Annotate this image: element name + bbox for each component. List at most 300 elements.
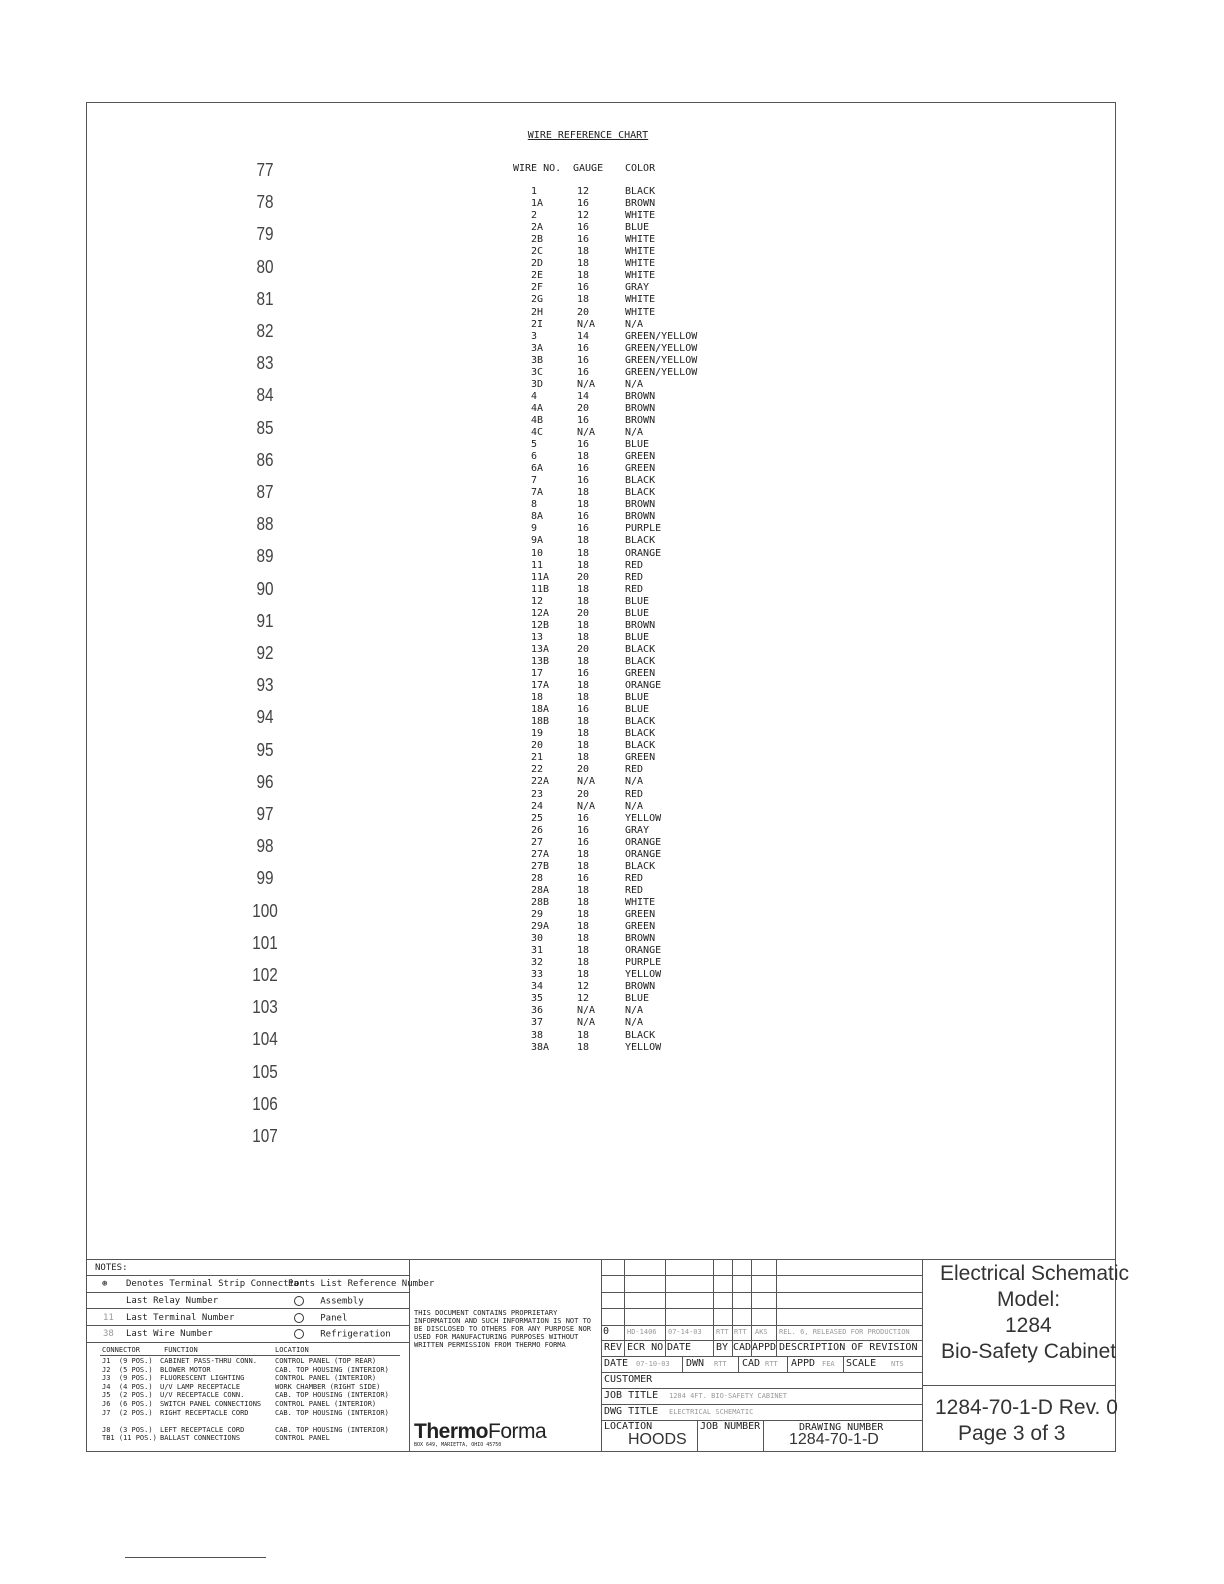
line-number: 88 xyxy=(256,514,274,535)
wire-no-cell: 2 xyxy=(531,210,538,222)
divider-right xyxy=(922,1259,923,1452)
wire-no-cell: 9 xyxy=(531,523,538,535)
wire-no-cell: 21 xyxy=(531,752,544,764)
date-header: DATE xyxy=(667,1342,692,1353)
gauge-cell: 12 xyxy=(577,186,590,197)
color-cell: ORANGE xyxy=(625,680,662,692)
wire-no-cell: 11 xyxy=(531,559,544,571)
ecr-value: HD-1406 xyxy=(627,1328,657,1336)
line-number: 90 xyxy=(256,578,274,599)
gauge-cell: 16 xyxy=(577,872,590,884)
gauge-cell: 18 xyxy=(577,860,590,872)
color-cell: WHITE xyxy=(625,258,656,270)
wire-no-cell: 13A xyxy=(531,643,550,655)
wire-no-cell: 29 xyxy=(531,909,544,920)
wire-no-cell: 34 xyxy=(531,981,544,993)
grid-line xyxy=(738,1356,739,1372)
color-cell: BLUE xyxy=(625,993,650,1005)
gauge-cell: 18 xyxy=(577,294,590,306)
gauge-cell: 20 xyxy=(577,788,590,800)
color-cell: BLACK xyxy=(625,716,656,728)
wire-no-cell: 26 xyxy=(531,824,544,836)
color-cell: BROWN xyxy=(625,499,656,511)
job-title-value: 1284 4FT. BIO-SAFETY CABINET xyxy=(669,1392,788,1400)
line-number: 92 xyxy=(256,643,274,663)
wire-no-cell: 7A xyxy=(531,487,544,499)
gauge-cell: 18 xyxy=(577,1041,590,1053)
gauge-cell: 18 xyxy=(577,848,590,860)
color-cell: BROWN xyxy=(625,933,656,945)
gauge-cell: N/A xyxy=(577,318,596,330)
color-cell: WHITE xyxy=(625,294,656,306)
grid-line xyxy=(787,1356,788,1372)
appd-label: APPD xyxy=(791,1358,816,1369)
function-cell: BALLAST CONNECTIONS xyxy=(160,1434,241,1443)
line-number: 103 xyxy=(252,997,278,1018)
wire-no-cell: 13B xyxy=(531,655,550,667)
wire-no-cell: 27B xyxy=(531,860,550,872)
wire-no-cell: 2E xyxy=(531,270,544,282)
gauge-cell: 16 xyxy=(577,342,590,354)
color-cell: WHITE xyxy=(625,306,656,318)
color-cell: BLUE xyxy=(625,439,650,451)
wire-no-cell: 8A xyxy=(531,511,544,523)
color-cell: GREEN/YELLOW xyxy=(625,366,698,378)
color-cell: N/A xyxy=(625,1017,644,1029)
wire-no-cell: 19 xyxy=(531,728,544,740)
connector-cell: J1 (9 POS.) xyxy=(102,1357,153,1365)
location-cell: WORK CHAMBER (RIGHT SIDE) xyxy=(275,1382,381,1391)
rev-by-value: RTT xyxy=(716,1328,729,1336)
line-number: 78 xyxy=(256,192,274,213)
wire-no-cell: 30 xyxy=(531,933,544,945)
color-cell: BLUE xyxy=(625,607,650,619)
rev-header: REV xyxy=(604,1342,623,1353)
wire-no-cell: 27A xyxy=(531,848,550,860)
color-cell: BLACK xyxy=(625,740,656,752)
color-cell: GREEN xyxy=(625,463,656,475)
grid-line xyxy=(697,1420,698,1452)
grid-line xyxy=(601,1404,922,1405)
connector-cell: J6 (6 POS.) xyxy=(102,1400,153,1408)
grid-line xyxy=(601,1308,922,1309)
gauge-cell: 16 xyxy=(577,668,590,679)
color-cell: BROWN xyxy=(625,981,656,993)
wire-no-cell: 10 xyxy=(531,547,544,559)
ecr-header: ECR NO xyxy=(627,1342,664,1353)
gauge-cell: N/A xyxy=(577,378,596,390)
last-terminal-value: 11 xyxy=(103,1313,114,1323)
color-cell: N/A xyxy=(625,378,644,390)
color-cell: N/A xyxy=(625,800,644,812)
panel-label: Panel xyxy=(320,1313,348,1324)
proprietary-notice: THIS DOCUMENT CONTAINS PROPRIETARY INFORMATION AND SUCH INFORMATION IS NOT TO BE DISCLOSED TO OTHERS FOR ANY PURPOSE NOR USED FOR MANUFACTURING PURPOSES WITHOUT WRITTEN PERMISSION FROM THERMO FORMA xyxy=(414,1309,592,1349)
gauge-cell: 18 xyxy=(577,270,590,282)
title-electrical-schematic: Electrical Schematic xyxy=(940,1262,1130,1285)
location-label: LOCATION xyxy=(604,1421,653,1432)
function-cell: U/V RECEPTACLE CONN. xyxy=(160,1391,245,1400)
color-cell: ORANGE xyxy=(625,848,662,860)
gauge-cell: 16 xyxy=(577,234,590,246)
last-wire-note: Last Wire Number xyxy=(126,1329,213,1339)
title-model-number: 1284 xyxy=(1005,1314,1052,1337)
wire-no-cell: 28 xyxy=(531,872,544,884)
wire-no-cell: 4B xyxy=(531,414,544,426)
color-cell: BLACK xyxy=(625,535,656,547)
appd-value: FEA xyxy=(822,1360,835,1368)
color-cell: BLUE xyxy=(625,692,650,704)
gauge-cell: 16 xyxy=(577,511,590,523)
line-number: 79 xyxy=(256,224,274,245)
gauge-cell: 16 xyxy=(577,222,590,234)
grid-line xyxy=(776,1259,777,1356)
line-number: 81 xyxy=(256,288,274,309)
notes-line xyxy=(86,1342,409,1343)
color-cell: BLUE xyxy=(625,704,650,716)
grid-line xyxy=(601,1292,922,1293)
gauge-cell: 16 xyxy=(577,824,590,836)
wire-no-cell: 18A xyxy=(531,704,550,716)
color-cell: BLACK xyxy=(625,655,656,667)
gauge-cell: 16 xyxy=(577,282,590,294)
color-cell: RED xyxy=(625,571,644,583)
grid-line xyxy=(601,1325,922,1326)
drawing-sheet xyxy=(86,102,1116,1452)
color-cell: RED xyxy=(625,788,644,800)
gauge-cell: 20 xyxy=(577,764,590,776)
drawing-number-label: DRAWING NUMBER xyxy=(799,1422,884,1433)
wire-no-cell: 33 xyxy=(531,969,544,981)
scale-label: SCALE xyxy=(846,1358,877,1369)
color-cell: BROWN xyxy=(625,511,656,523)
wire-no-cell: 23 xyxy=(531,788,544,800)
wire-no-cell: 22 xyxy=(531,764,544,776)
line-number: 102 xyxy=(252,965,278,985)
color-cell: N/A xyxy=(625,776,644,788)
gauge-cell: 12 xyxy=(577,210,590,222)
wire-no-header: WIRE NO. xyxy=(513,163,562,174)
gauge-cell: 16 xyxy=(577,439,590,451)
wire-no-cell: 37 xyxy=(531,1017,544,1029)
function-cell: FLUORESCENT LIGHTING xyxy=(160,1374,245,1383)
wire-no-cell: 2H xyxy=(531,306,544,318)
color-cell: WHITE xyxy=(625,246,656,258)
gauge-cell: 18 xyxy=(577,547,590,559)
title-model: Model: xyxy=(997,1288,1061,1311)
gauge-cell: N/A xyxy=(577,1017,596,1029)
wire-no-cell: 25 xyxy=(531,812,544,824)
last-terminal-note: Last Terminal Number xyxy=(126,1313,235,1323)
gauge-cell: 18 xyxy=(577,692,590,704)
gauge-cell: 18 xyxy=(577,258,590,270)
wire-no-cell: 24 xyxy=(531,800,544,812)
last-wire-value: 38 xyxy=(103,1329,114,1339)
gauge-cell: 16 xyxy=(577,463,590,475)
line-number: 100 xyxy=(252,900,278,921)
color-cell: N/A xyxy=(625,1005,644,1017)
notes-line xyxy=(86,1275,409,1276)
grid-line xyxy=(601,1372,922,1373)
color-cell: RED xyxy=(625,559,644,571)
location-cell: CAB. TOP HOUSING (INTERIOR) xyxy=(275,1425,389,1434)
gauge-cell: N/A xyxy=(577,427,596,438)
location-header: LOCATION xyxy=(275,1346,309,1354)
gauge-cell: 18 xyxy=(577,740,590,752)
location-cell: CONTROL PANEL (TOP REAR) xyxy=(275,1357,377,1365)
color-cell: WHITE xyxy=(625,270,656,282)
color-cell: WHITE xyxy=(625,896,656,908)
logo-light: Forma xyxy=(488,1420,547,1443)
gauge-cell: 18 xyxy=(577,655,590,667)
gauge-cell: 18 xyxy=(577,559,590,571)
color-cell: YELLOW xyxy=(625,969,662,981)
dwg-title-label: DWG TITLE xyxy=(604,1406,659,1417)
wire-no-cell: 2B xyxy=(531,234,544,246)
location-cell: CONTROL PANEL (INTERIOR) xyxy=(275,1400,377,1408)
color-cell: BLACK xyxy=(625,728,656,740)
notes-line xyxy=(86,1325,409,1326)
refrigeration-row xyxy=(294,1329,391,1340)
grid-line xyxy=(624,1259,625,1356)
wire-no-cell: 2D xyxy=(531,258,544,270)
gauge-cell: 18 xyxy=(577,728,590,740)
gauge-cell: 18 xyxy=(577,487,590,499)
footer-link-underline[interactable] xyxy=(125,1557,266,1558)
gauge-cell: 16 xyxy=(577,198,590,210)
line-number: 93 xyxy=(256,675,274,696)
wire-no-cell: 4 xyxy=(531,390,538,402)
document-number: 1284-70-1-D Rev. 0 xyxy=(935,1396,1118,1419)
connector-cell: J5 (2 POS.) xyxy=(102,1391,153,1400)
color-cell: BLACK xyxy=(625,1029,656,1041)
title-bio-safety-cabinet: Bio-Safety Cabinet xyxy=(941,1340,1117,1363)
circle-icon xyxy=(294,1296,304,1306)
color-cell: BLACK xyxy=(625,487,656,499)
connector-cell: J4 (4 POS.) xyxy=(102,1382,153,1391)
wire-no-cell: 5 xyxy=(531,439,538,451)
line-number: 84 xyxy=(256,385,274,406)
gauge-cell: 16 xyxy=(577,366,590,378)
customer-label: CUSTOMER xyxy=(604,1374,653,1385)
color-cell: BLACK xyxy=(625,860,656,872)
gauge-cell: N/A xyxy=(577,776,596,788)
terminal-strip-note: Denotes Terminal Strip Connection xyxy=(126,1279,305,1289)
cad-label: CAD xyxy=(742,1358,761,1369)
wire-no-cell: 6 xyxy=(531,451,538,463)
grid-line xyxy=(601,1388,922,1389)
grid-line xyxy=(665,1259,666,1356)
wire-no-cell: 1 xyxy=(531,186,538,197)
wire-no-cell: 2G xyxy=(531,294,544,306)
gauge-cell: 18 xyxy=(577,896,590,908)
line-number: 82 xyxy=(256,321,274,341)
color-cell: RED xyxy=(625,872,644,884)
notes-line xyxy=(86,1308,409,1309)
wire-no-cell: 18 xyxy=(531,692,544,704)
gauge-cell: N/A xyxy=(577,1005,596,1017)
gauge-cell: 18 xyxy=(577,619,590,631)
wire-no-cell: 2F xyxy=(531,282,544,294)
color-cell: RED xyxy=(625,884,644,896)
terminal-strip-symbol-icon: ⊛ xyxy=(102,1279,108,1289)
wire-no-cell: 6A xyxy=(531,463,544,475)
line-number: 85 xyxy=(256,417,274,438)
color-cell: GREEN/YELLOW xyxy=(625,330,698,342)
wire-no-cell: 4C xyxy=(531,427,544,438)
grid-line xyxy=(601,1340,922,1341)
job-title-label: JOB TITLE xyxy=(604,1390,659,1401)
gauge-cell: 16 xyxy=(577,704,590,716)
gauge-cell: 18 xyxy=(577,957,590,969)
color-cell: BROWN xyxy=(625,414,656,426)
description-header: DESCRIPTION OF REVISION xyxy=(779,1342,918,1353)
rev-value: 0 xyxy=(603,1326,610,1337)
wire-no-cell: 12 xyxy=(531,595,544,607)
connector-header-underline xyxy=(100,1355,400,1356)
location-cell: CONTROL PANEL xyxy=(275,1434,330,1443)
gauge-cell: 20 xyxy=(577,571,590,583)
by-header: BY xyxy=(716,1342,729,1353)
location-value: HOODS xyxy=(628,1431,687,1448)
drawing-number-value: 1284-70-1-D xyxy=(789,1431,879,1448)
line-number: 104 xyxy=(252,1029,278,1050)
color-cell: GREEN/YELLOW xyxy=(625,342,698,354)
gauge-cell: 18 xyxy=(577,680,590,692)
gauge-cell: 16 xyxy=(577,812,590,824)
color-cell: ORANGE xyxy=(625,836,662,848)
refrigeration-label: Refrigeration xyxy=(320,1329,391,1340)
wire-no-cell: 17 xyxy=(531,668,544,679)
rev-appd-value: AKS xyxy=(755,1328,768,1336)
color-cell: N/A xyxy=(625,427,644,438)
wire-no-cell: 28A xyxy=(531,884,550,896)
company-address: BOX 649, MARIETTA, OHIO 45750 xyxy=(414,1442,502,1448)
grid-line xyxy=(601,1356,922,1357)
gauge-header: GAUGE xyxy=(573,163,604,174)
line-number: 105 xyxy=(252,1061,278,1082)
function-cell: LEFT RECEPTACLE CORD xyxy=(160,1425,245,1434)
wire-no-cell: 4A xyxy=(531,402,544,414)
rev-cad-value: RTT xyxy=(734,1328,747,1336)
color-cell: RED xyxy=(625,583,644,595)
wire-no-cell: 3C xyxy=(531,366,544,378)
wire-no-cell: 8 xyxy=(531,499,538,511)
gauge-cell: 18 xyxy=(577,933,590,945)
grid-line xyxy=(601,1275,922,1276)
color-cell: BLUE xyxy=(625,595,650,607)
line-number: 83 xyxy=(256,353,274,374)
assembly-row xyxy=(294,1296,364,1307)
wire-no-cell: 31 xyxy=(531,945,544,957)
scale-value: NTS xyxy=(891,1360,904,1368)
color-cell: GREEN xyxy=(625,909,656,920)
gauge-cell: 18 xyxy=(577,583,590,595)
gauge-cell: 14 xyxy=(577,390,590,402)
gauge-cell: 18 xyxy=(577,969,590,981)
color-cell: BLUE xyxy=(625,222,650,234)
wire-no-cell: 12B xyxy=(531,619,550,631)
gauge-cell: 20 xyxy=(577,402,590,414)
function-cell: U/V LAMP RECEPTACLE xyxy=(160,1382,241,1391)
line-number: 97 xyxy=(256,804,274,824)
wire-no-cell: 13 xyxy=(531,631,544,643)
connector-cell: J8 (3 POS.) xyxy=(102,1425,153,1434)
location-cell: CAB. TOP HOUSING (INTERIOR) xyxy=(275,1391,389,1400)
wire-no-cell: 11A xyxy=(531,571,550,583)
function-cell: SWITCH PANEL CONNECTIONS xyxy=(160,1400,262,1408)
grid-line xyxy=(713,1259,714,1356)
wire-no-cell: 1A xyxy=(531,198,544,210)
wire-no-cell: 2I xyxy=(531,318,544,330)
function-cell: RIGHT RECEPTACLE CORD xyxy=(160,1408,249,1417)
gauge-cell: 14 xyxy=(577,330,590,342)
connector-cell: TB1 (11 POS.) xyxy=(102,1434,157,1443)
gauge-cell: 18 xyxy=(577,1029,590,1041)
cad-header: CAD xyxy=(733,1342,752,1353)
wire-no-cell: 38A xyxy=(531,1041,550,1053)
wire-no-cell: 7 xyxy=(531,475,538,487)
thermo-forma-logo xyxy=(414,1420,546,1444)
function-cell: CABINET PASS-THRU CONN. xyxy=(160,1357,257,1365)
line-number: 80 xyxy=(256,256,274,277)
notes-title: NOTES: xyxy=(95,1263,128,1273)
color-cell: GRAY xyxy=(625,282,650,294)
gauge-cell: 12 xyxy=(577,981,590,993)
line-number: 96 xyxy=(256,771,274,792)
color-cell: BLACK xyxy=(625,643,656,655)
wire-no-cell: 36 xyxy=(531,1005,544,1017)
location-cell: CAB. TOP HOUSING (INTERIOR) xyxy=(275,1408,389,1417)
dwn-label: DWN xyxy=(686,1358,705,1369)
parts-list-note: Parts List Reference Number xyxy=(288,1279,435,1289)
wire-no-cell: 2A xyxy=(531,222,544,234)
gauge-cell: 16 xyxy=(577,836,590,848)
color-cell: ORANGE xyxy=(625,547,662,559)
wire-no-cell: 18B xyxy=(531,716,550,728)
hexagon-icon xyxy=(294,1313,304,1323)
connector-cell: J3 (9 POS.) xyxy=(102,1374,153,1383)
gauge-cell: N/A xyxy=(577,800,596,812)
color-cell: GREEN xyxy=(625,451,656,463)
connector-cell: J2 (5 POS.) xyxy=(102,1365,153,1374)
function-cell: BLOWER MOTOR xyxy=(160,1365,211,1374)
gauge-cell: 18 xyxy=(577,921,590,933)
color-cell: N/A xyxy=(625,318,644,330)
location-cell: CONTROL PANEL (INTERIOR) xyxy=(275,1374,377,1383)
wire-no-cell: 2C xyxy=(531,246,544,258)
line-number: 91 xyxy=(256,610,274,631)
dwn-value: RTT xyxy=(714,1360,727,1368)
line-number: 94 xyxy=(256,707,274,728)
wire-no-cell: 35 xyxy=(531,993,544,1005)
wire-no-cell: 22A xyxy=(531,776,550,788)
color-cell: GREEN/YELLOW xyxy=(625,354,698,366)
line-number: 99 xyxy=(256,868,274,889)
gauge-cell: 20 xyxy=(577,643,590,655)
color-cell: RED xyxy=(625,764,644,776)
wire-no-cell: 3 xyxy=(531,330,538,342)
color-cell: BROWN xyxy=(625,402,656,414)
gauge-cell: 18 xyxy=(577,884,590,896)
appd-header: APPD xyxy=(752,1342,777,1353)
line-number: 101 xyxy=(252,932,278,953)
color-cell: WHITE xyxy=(625,234,656,246)
panel-row xyxy=(294,1313,347,1324)
wire-no-cell: 32 xyxy=(531,957,544,969)
grid-line xyxy=(763,1420,764,1452)
line-number: 86 xyxy=(256,449,274,470)
color-cell: BLACK xyxy=(625,475,656,487)
